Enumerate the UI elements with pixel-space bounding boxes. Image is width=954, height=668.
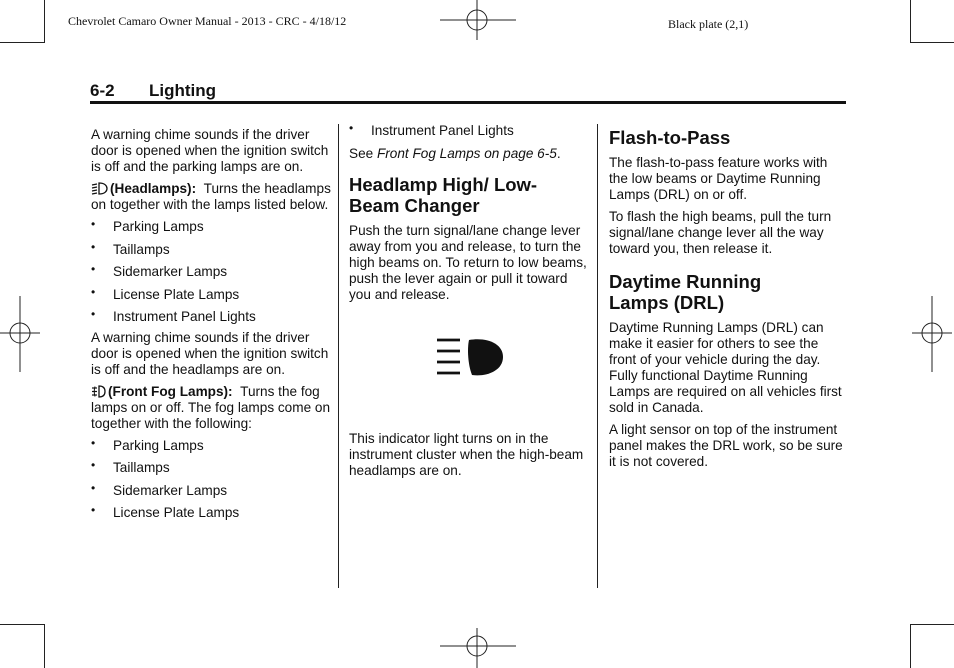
fog-lamps-text: Turns the fog lamps on or off. The fog lamps come on together with the following: — [91, 383, 331, 431]
front-fog-lamps-link[interactable]: Front Fog Lamps on page 6-5 — [376, 145, 557, 161]
list-item: • License Plate Lamps — [91, 287, 331, 303]
print-header-right: Black plate (2,1) — [668, 17, 749, 31]
flash-to-pass-paragraph: The flash-to-pass feature works with the low beams or Daytime Running Lamps (DRL) on or off. — [609, 155, 828, 202]
drl-paragraph: Daytime Running Lamps (DRL) can make it easier for others to see the front of your vehicle during the day. Fully functional Daytime Running Lamps are required on all vehicles first sold in Canada. — [609, 320, 842, 415]
column-1 — [91, 127, 331, 528]
header-rule — [90, 101, 846, 104]
see-suffix: . — [556, 145, 561, 161]
crop-mark-bottom-right-h — [910, 624, 954, 625]
crop-mark-top-left-h — [0, 42, 45, 43]
crop-mark-bottom-right-v — [910, 625, 911, 668]
flash-high-beams-paragraph: To flash the high beams, pull the turn signal/lane change lever all the way toward you, then release it. — [609, 209, 832, 256]
column-divider-1 — [338, 124, 339, 588]
crop-mark-bottom-left-v — [44, 625, 45, 668]
continued-lamp-list — [349, 123, 587, 139]
list-item: • Parking Lamps — [91, 219, 331, 235]
headlamps-text: Turns the headlamps on together with the lamps listed below. — [91, 181, 331, 212]
registration-mark-right — [912, 296, 952, 372]
list-item: • Taillamps — [91, 460, 331, 476]
high-beam-indicator-icon — [436, 337, 504, 379]
headlamp-changer-heading: Headlamp High/ Low-Beam Changer — [349, 173, 538, 216]
list-item: • Sidemarker Lamps — [91, 264, 331, 280]
registration-mark-left — [0, 296, 40, 372]
list-item: • Instrument Panel Lights — [91, 309, 331, 325]
column-divider-2 — [597, 124, 598, 588]
list-item: • Parking Lamps — [91, 438, 331, 454]
section-number: 6-2 — [90, 81, 115, 100]
headlamps-lamp-list — [91, 219, 331, 325]
light-sensor-paragraph: A light sensor on top of the instrument panel makes the DRL work, so be sure it is not covered. — [609, 422, 843, 469]
indicator-light-paragraph: This indicator light turns on in the instrument cluster when the high-beam headlamps are on. — [349, 430, 584, 478]
flash-to-pass-heading: Flash-to-Pass — [609, 127, 731, 148]
see-prefix: See — [349, 145, 374, 161]
chime-paragraph-headlamps: A warning chime sounds if the driver door is opened when the ignition switch is off and the headlamps are on. — [91, 329, 329, 377]
headlamps-paragraph — [91, 181, 331, 213]
crop-mark-top-right-v — [910, 0, 911, 42]
fog-lamp-list — [91, 438, 331, 522]
drl-heading: Daytime Running Lamps (DRL) — [609, 271, 762, 313]
column-2 — [349, 123, 587, 485]
list-item: • License Plate Lamps — [91, 505, 331, 521]
front-fog-lamp-icon — [91, 385, 106, 398]
crop-mark-top-right-h — [910, 42, 954, 43]
fog-lamps-label: (Front Fog Lamps): — [108, 383, 233, 399]
list-item: • Instrument Panel Lights — [349, 123, 587, 139]
crop-mark-top-left-v — [44, 0, 45, 42]
high-beam-indicator-figure — [349, 309, 587, 431]
list-item: • Sidemarker Lamps — [91, 483, 331, 499]
registration-mark-bottom — [440, 628, 516, 668]
headlamps-label: (Headlamps): — [110, 181, 197, 196]
chime-paragraph-parking: A warning chime sounds if the driver door is opened when the ignition switch is off and the parking lamps are on. — [91, 127, 329, 174]
section-title: Lighting — [149, 81, 217, 100]
fog-lamps-paragraph — [91, 384, 331, 432]
headlamp-icon — [91, 182, 108, 195]
see-reference — [349, 146, 587, 162]
print-header-left: Chevrolet Camaro Owner Manual - 2013 - CRC - 4/18/12 — [68, 14, 347, 28]
list-item: • Taillamps — [91, 242, 331, 258]
crop-mark-bottom-left-h — [0, 624, 45, 625]
column-3 — [609, 119, 849, 476]
registration-mark-top — [440, 0, 516, 40]
headlamp-changer-paragraph: Push the turn signal/lane change lever away from you and release, to turn the high beams on. To return to low beams, push the lever again or pull it toward you and release. — [349, 222, 587, 302]
